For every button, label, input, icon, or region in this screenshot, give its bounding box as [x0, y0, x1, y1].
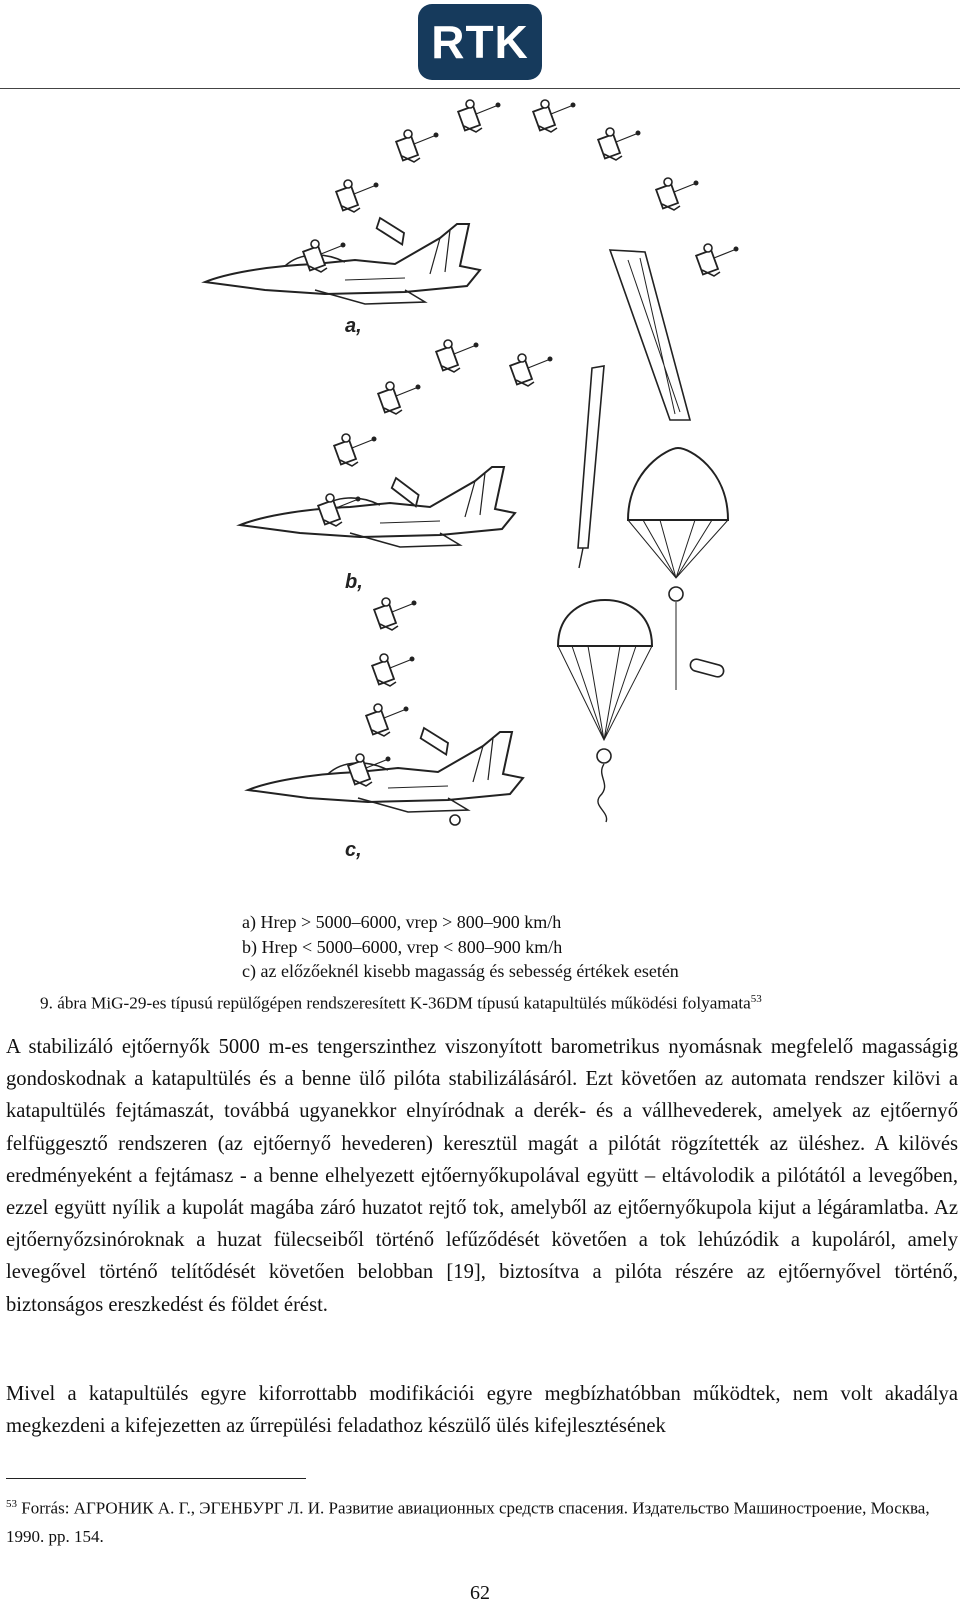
figure-caption-text: 9. ábra MiG-29-es típusú repülőgépen rendszeresített K-36DM típusú katapultülés működési folyamata — [40, 993, 751, 1013]
ejection-sequence-figure — [200, 90, 760, 890]
figure-label-a: a, — [345, 315, 362, 337]
figure-caption — [40, 993, 762, 1014]
header-rule — [0, 88, 960, 89]
legend-line-a: a) Hrep > 5000–6000, vrep > 800–900 km/h — [242, 912, 562, 932]
logo-text: RTK — [431, 16, 529, 68]
legend-line-b: b) Hrep < 5000–6000, vrep < 800–900 km/h — [242, 936, 563, 957]
figure-label-c: c, — [345, 839, 362, 861]
footnote-number: 53 — [6, 1498, 17, 1510]
body-paragraph-1: A stabilizáló ejtőernyők 5000 m-es tengerszinthez viszonyított barometrikus nyomásnak megfelelő magasságig gondoskodnak a katapultülés és a benne ülő pilóta stabilizálásáról. Ezt követően az automata rendszer kilövi a katapultülés fejtámaszát, továbbá ugyanekkor elnyíródnak a derék- és a vállhevederek, amelyek az ejtőernyő felfüggesztő rendszeren (az ejtőernyő hevederen) keresztül magát a pilótát rögzítették az üléshez. A kilövés eredményeként a fejtámasz - a benne elhelyezett ejtőernyőkupolával együtt – eltávolodik a pilótától a levegőben, ezzel együtt nyílik a kupolát magába záró huzatot rejtő tok, amelyből az ejtőernyőkupola kijut a légáramlatba. Az ejtőernyőzsinóroknak a huzat fülecseiből történő lefűződését követően a tok lehúzódik a kupoláról, amely levegővel történő telítődését követően belobban [19], biztosítva a pilóta részére az ejtőernyővel történő, biztonságos ereszkedést és földet érést. — [6, 1036, 958, 1316]
figure-label-b: b, — [345, 571, 363, 593]
body-paragraph-2: Mivel a katapultülés egyre kiforrottabb modifikációi egyre megbízhatóbban működtek, nem volt akadálya megkezdeni a kifejezetten az űrrepülési feladathoz készülő ülés kifejlesztésének — [6, 1383, 958, 1438]
legend-line-c: c) az előzőeknél kisebb magasság és sebesség értékek esetén — [242, 961, 679, 981]
page-number: 62 — [470, 1582, 490, 1604]
footnote — [6, 1490, 956, 1551]
footnote-ref: 53 — [750, 993, 762, 1005]
footnote-rule — [6, 1478, 306, 1479]
footnote-text: Forrás: АГРОНИК А. Г., ЭГЕНБУРГ Л. И. Развитие авиационных средств спасения. Издательство Машиностроение, Москва, 1990. pp. 154. — [6, 1498, 930, 1546]
rtk-logo — [418, 4, 542, 80]
figure-legend — [242, 910, 679, 984]
